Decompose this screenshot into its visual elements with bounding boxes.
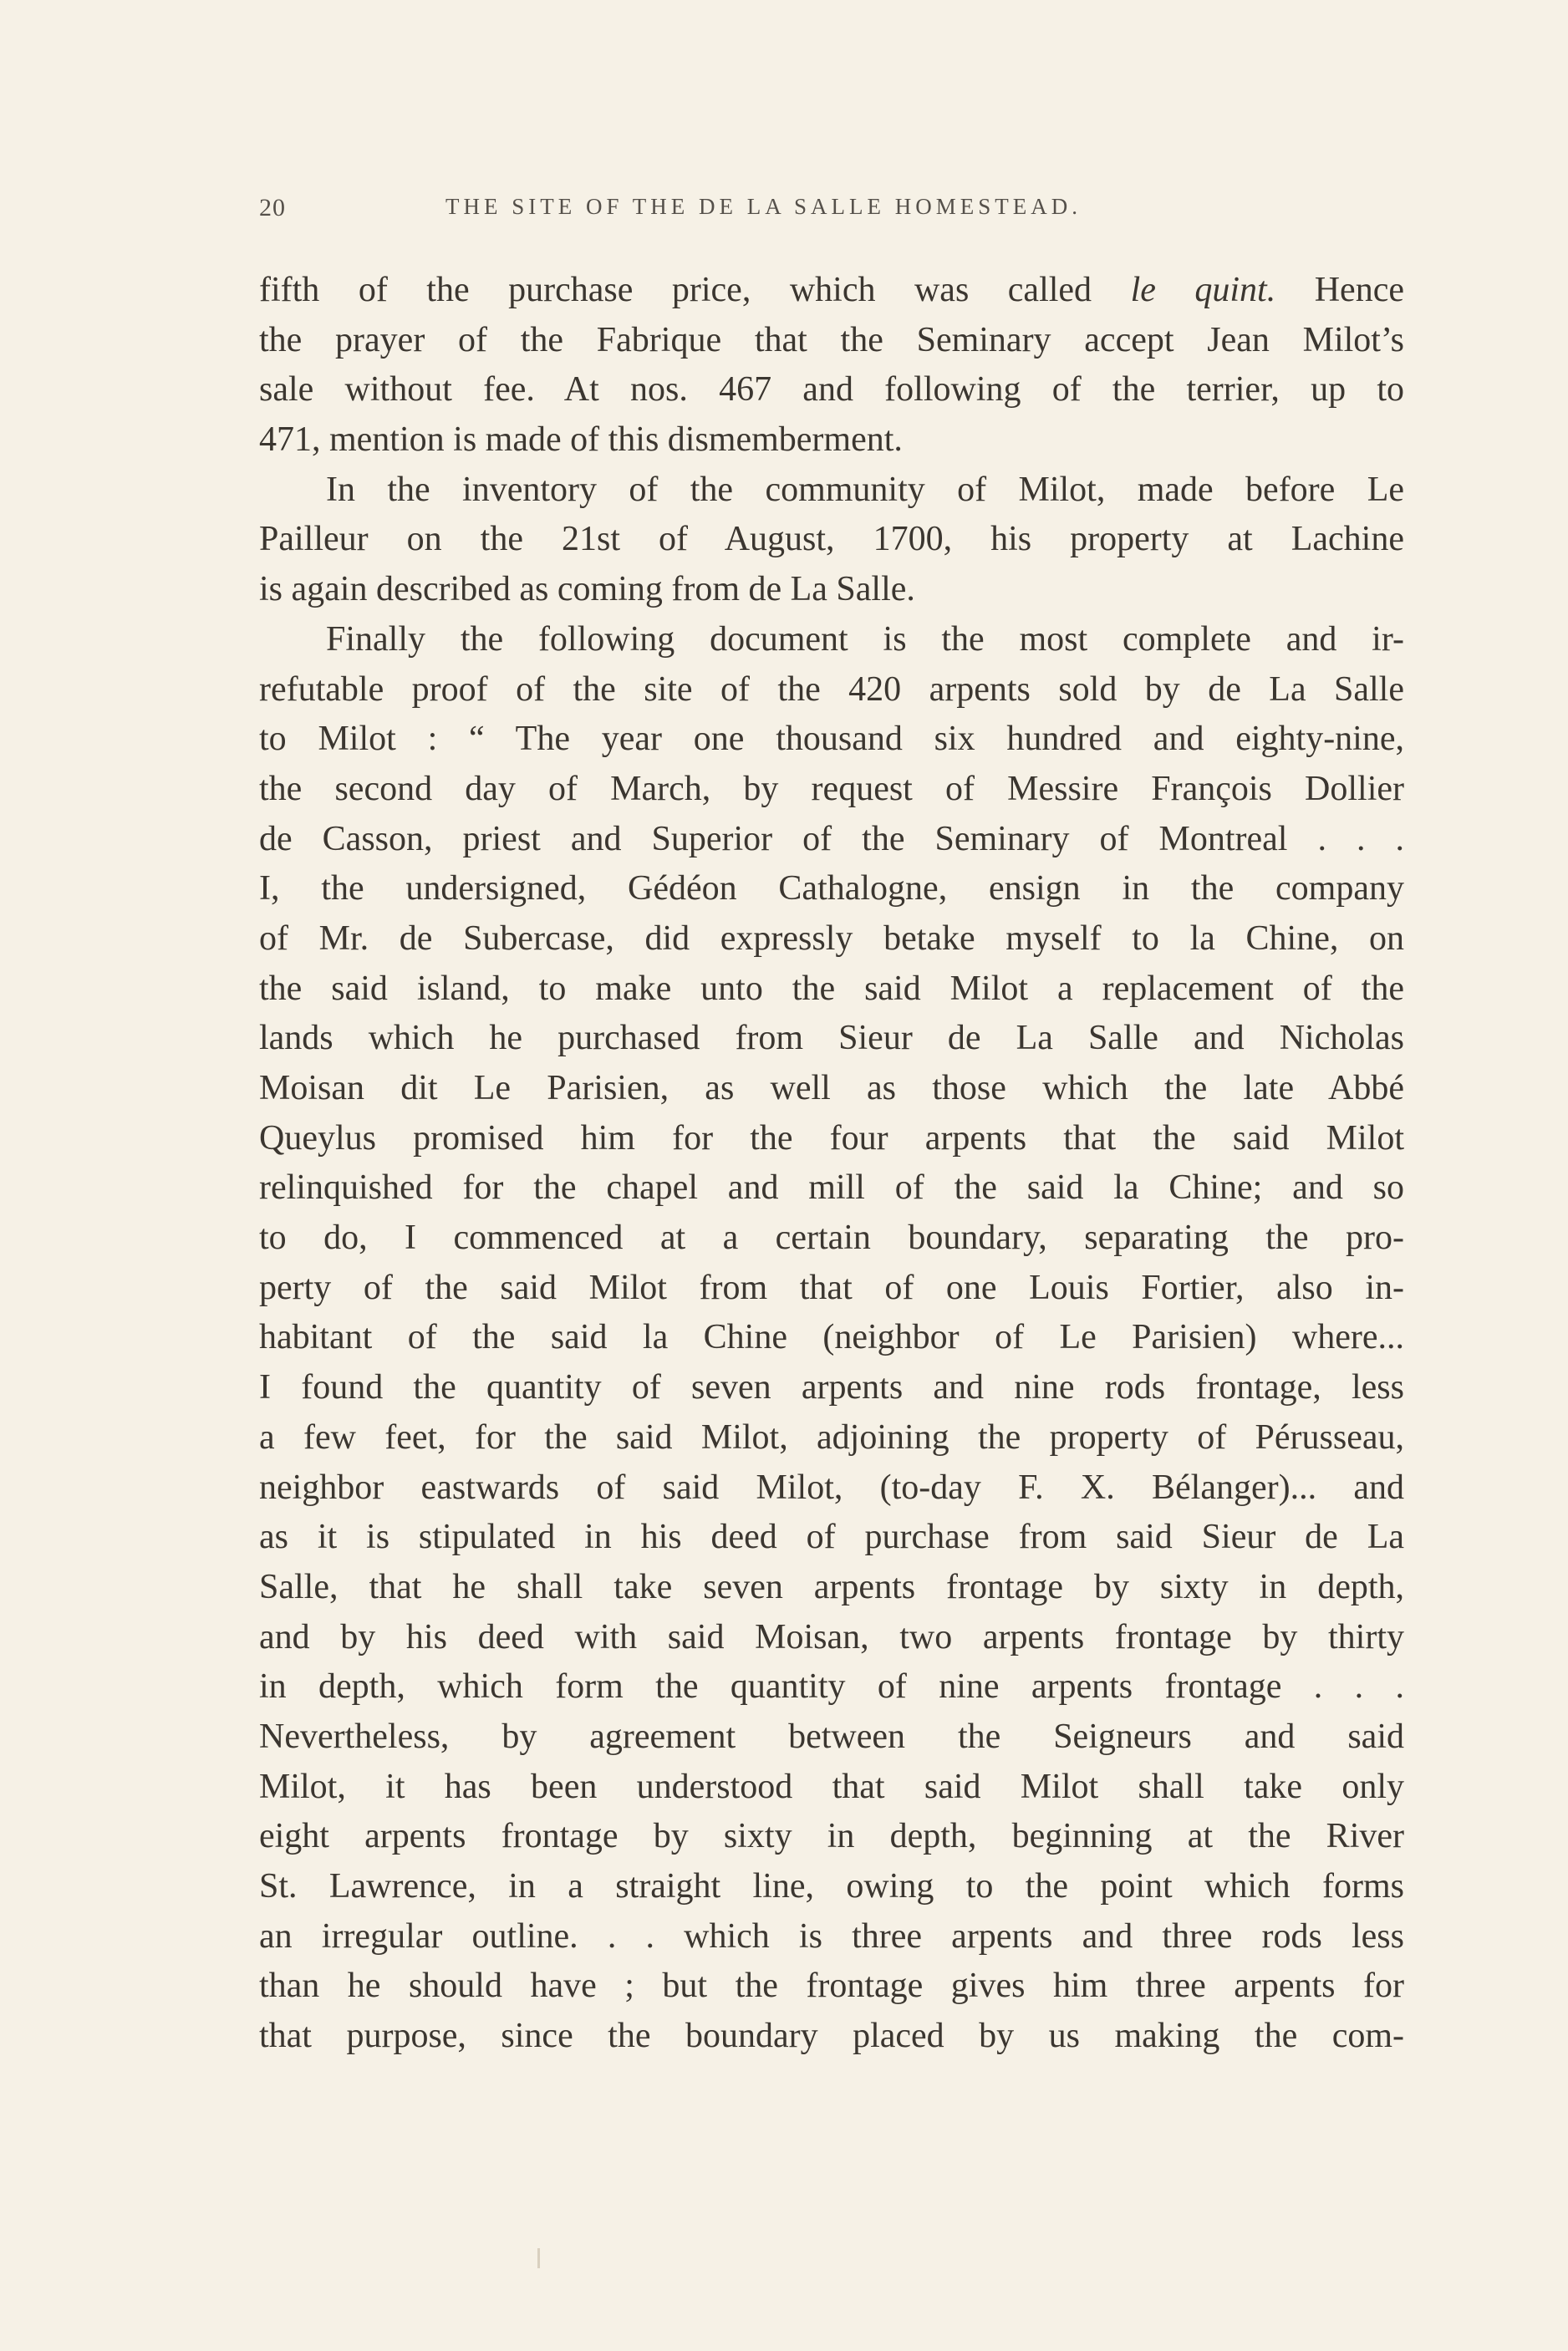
text-line: an irregular outline. . . which is three arpents and three rods less [259,1916,1404,1956]
running-title: THE SITE OF THE DE LA SALLE HOMESTEAD. [445,194,1082,219]
text-line: Finally the following document is the most complete and ir- [326,619,1404,659]
text-line: Salle, that he shall take seven arpents frontage by sixty in depth, [259,1567,1404,1606]
text-line: Moisan dit Le Parisien, as well as those which the late Abbé [259,1069,1404,1107]
text-line: Pailleur on the 21st of August, 1700, his property at Lachine [259,520,1404,559]
text-line: St. Lawrence, in a straight line, owing to the point which forms [259,1867,1404,1906]
text-line: 471, mention is made of this dismemberment. [259,420,903,460]
text-line: lands which he purchased from Sieur de La Salle and Nicholas [259,1019,1404,1058]
text-line: perty of the said Milot from that of one Louis Fortier, also in- [259,1268,1404,1307]
text-line: Nevertheless, by agreement between the Seigneurs and said [259,1717,1404,1756]
text-line: Milot, it has been understood that said Milot shall take only [259,1767,1404,1806]
text-line: that purpose, since the boundary placed by us making the com- [259,2017,1404,2056]
body-text [259,266,1404,2062]
text-line: of Mr. de Subercase, did expressly betake myself to la Chine, on [259,919,1404,958]
text-line: eight arpents frontage by sixty in depth, beginning at the River [259,1817,1404,1856]
running-head [259,194,1404,236]
paper-speck [537,2248,540,2268]
text-line: Queylus promised him for the four arpents that the said Milot [259,1118,1404,1158]
text-line: relinquished for the chapel and mill of the said la Chine; and so [259,1168,1404,1208]
emphasis-text: le quint. [1130,271,1276,309]
text-line: a few feet, for the said Milot, adjoining the property of Pérusseau, [259,1417,1404,1457]
text-line: fifth of the purchase price, which was called le quint. Hence [259,271,1404,309]
page-number: 20 [259,194,286,221]
text-line: de Casson, priest and Superior of the Seminary of Montreal . . . [259,819,1404,858]
text-line: In the inventory of the community of Milot, made before Le [326,470,1404,509]
text-line: habitant of the said la Chine (neighbor of Le Parisien) where... [259,1318,1404,1357]
text-line: sale without fee. At nos. 467 and following of the terrier, up to [259,370,1404,410]
text-line: the said island, to make unto the said Milot a replacement of the [259,969,1404,1008]
text-line: in depth, which form the quantity of nine arpents frontage . . . [259,1667,1404,1707]
text-line: refutable proof of the site of the 420 arpents sold by de La Salle [259,669,1404,709]
text-line: the second day of March, by request of Messire François Dollier [259,769,1404,808]
text-line: and by his deed with said Moisan, two arpents frontage by thirty [259,1617,1404,1656]
text-line: neighbor eastwards of said Milot, (to-day F. X. Bélanger)... and [259,1468,1404,1507]
text-line: as it is stipulated in his deed of purchase from said Sieur de La [259,1518,1404,1557]
text-line: to do, I commenced at a certain boundary, separating the pro- [259,1219,1404,1258]
text-line: the prayer of the Fabrique that the Seminary accept Jean Milot’s [259,320,1404,359]
text-line: I, the undersigned, Gédéon Cathalogne, ensign in the company [259,869,1404,908]
text-line: to Milot : “ The year one thousand six hundred and eighty-nine, [259,720,1404,759]
text-line: I found the quantity of seven arpents and nine rods frontage, less [259,1368,1404,1407]
text-line: is again described as coming from de La Salle. [259,570,915,609]
text-line: than he should have ; but the frontage gives him three arpents for [259,1967,1404,2006]
